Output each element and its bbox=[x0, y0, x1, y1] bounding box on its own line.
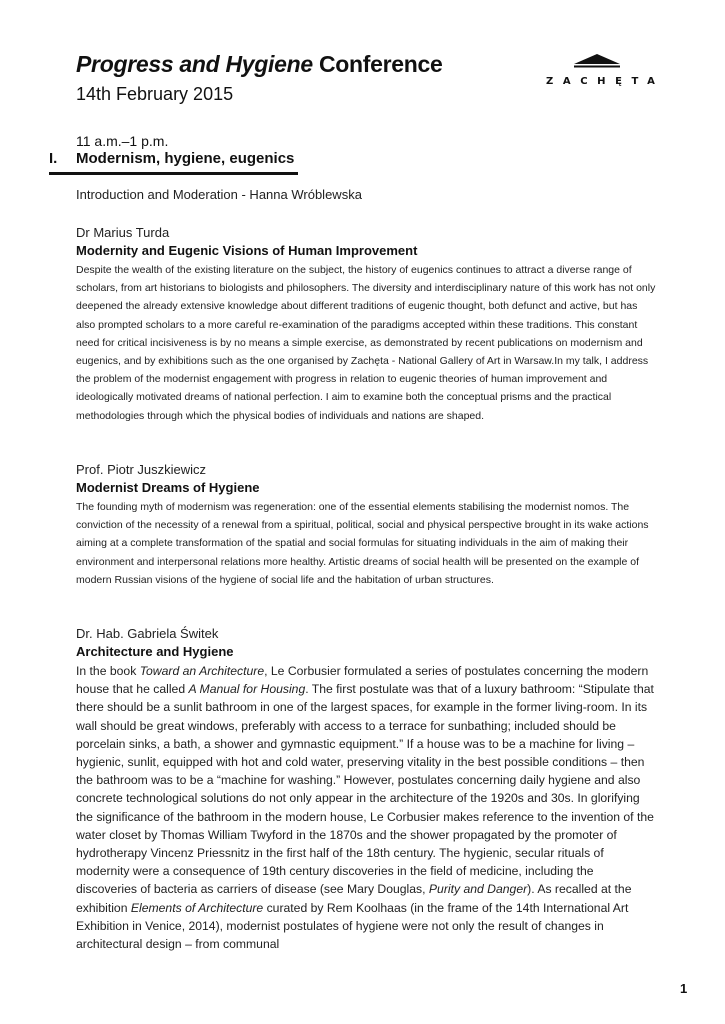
abstract-text: curated by Rem Koolhaas (in the frame of the 14th International Art Exhibition in Venice, 2014), modernist postulates of hygiene were not only the result of changes in architectural design – from communal bbox=[76, 900, 629, 952]
logo-wordmark: ZACHĘTA bbox=[546, 76, 665, 87]
speaker-name: Prof. Piotr Juszkiewicz bbox=[76, 462, 207, 477]
talk-title: Architecture and Hygiene bbox=[76, 644, 234, 659]
zacheta-logo bbox=[546, 54, 665, 94]
book-title: Toward an Architecture bbox=[139, 664, 265, 678]
event-date: 14th February 2015 bbox=[76, 84, 234, 104]
roof-pediment-icon bbox=[574, 54, 620, 68]
talk-abstract bbox=[76, 662, 656, 953]
introduction-line: Introduction and Moderation - Hanna Wróblewska bbox=[76, 187, 362, 202]
abstract-text: In the book bbox=[76, 664, 140, 678]
book-title: Purity and Danger bbox=[428, 882, 528, 897]
abstract-text: . The first postulate was that of a luxury bathroom: “Stipulate that there should be a sunlit bathroom in one of the largest spaces, for example in the former living-room. In its wall should be great windows, preferably with access to a terrace for sunbathing; included should be porcelain sinks, a bath, a shower and gymnastic equipment.” If a house was to be a machine for living – hygienic, sunlit, equipped with hot and cold water, preserving vitality in the best possible conditions – then the bathroom was to be a “machine for washing.” However, postulates concerning daily hygiene and also concrete technological solutions do not only appear in the architecture of the 1920s and 30s. In glorifying the significance of the bathroom in the modern house, Le Corbusier makes reference to the invention of the water closet by Thomas William Twyford in the 1870s and the shower propagated by the promoter of hydrotherapy Vincenz Priessnitz in the first half of the 18th century. The hygienic, secular rituals of modernity were a consequence of 19th century discoveries in the field of medicine, including the discoveries of bacteria as carriers of disease (see Mary Douglas, bbox=[76, 682, 654, 897]
speaker-name: Dr. Hab. Gabriela Świtek bbox=[76, 626, 219, 641]
talk-abstract: The founding myth of modernism was regeneration: one of the essential elements stabilising the modernist nomos. The conviction of the necessity of a renewal from a spiritual, political, social and physical perspective brought in its wake actions aiming at a complete transformation of the spatial and social formulas for situating individuals in the aim of making their environment and interpersonal relations more healthy. Artistic dreams of social health will be presented on the example of modern Russian visions of the hygiene of social life and the habitation of urban structures. bbox=[76, 501, 649, 586]
section-number: I. bbox=[49, 150, 58, 167]
section-divider bbox=[49, 172, 298, 175]
title-italic: Progress and Hygiene bbox=[76, 51, 313, 77]
session-time: 11 a.m.–1 p.m. bbox=[76, 133, 169, 149]
section-title: Modernism, hygiene, eugenics bbox=[76, 150, 295, 167]
abstract-text: , Le Corbusier formulated a series of postulates concerning the modern house that he called bbox=[76, 664, 649, 697]
title-rest: Conference bbox=[318, 51, 443, 77]
talk-title: Modernist Dreams of Hygiene bbox=[76, 480, 260, 495]
talk-abstract: Despite the wealth of the existing literature on the subject, the history of eugenics continues to attract a diverse range of scholars, from art historians to biologists and philosophers. The diversity and interdisciplinary nature of this work has not only deepened the already extensive knowledge about different traditions of eugenic thought, both defunct and active, but has also prompted scholars to a more careful re-examination of the paradigms accepted within these traditions. This constant need for critical incisiveness is by no means a simple exercise, as demonstrated by recent publications on modernism and eugenics, and by exhibitions such as the one organised by Zachęta - National Gallery of Art in Warsaw.In my talk, I address the problem of the modernist engagement with progress in relation to eugenic theories of human improvement and ideologically motivated dreams of national perfection. I aim to examine both the conceptual prisms and the practical methodologies through which the physical bodies of individuals and nations are shaped. bbox=[76, 264, 656, 422]
book-title: A Manual for Housing bbox=[188, 682, 306, 697]
speaker-name: Dr Marius Turda bbox=[76, 225, 170, 240]
abstract-text: ). As recalled at the exhibition bbox=[76, 882, 632, 915]
page-number: 1 bbox=[680, 981, 688, 996]
talk-title: Modernity and Eugenic Visions of Human Improvement bbox=[76, 243, 418, 258]
page-title bbox=[76, 51, 443, 78]
exhibition-title: Elements of Architecture bbox=[130, 900, 264, 915]
